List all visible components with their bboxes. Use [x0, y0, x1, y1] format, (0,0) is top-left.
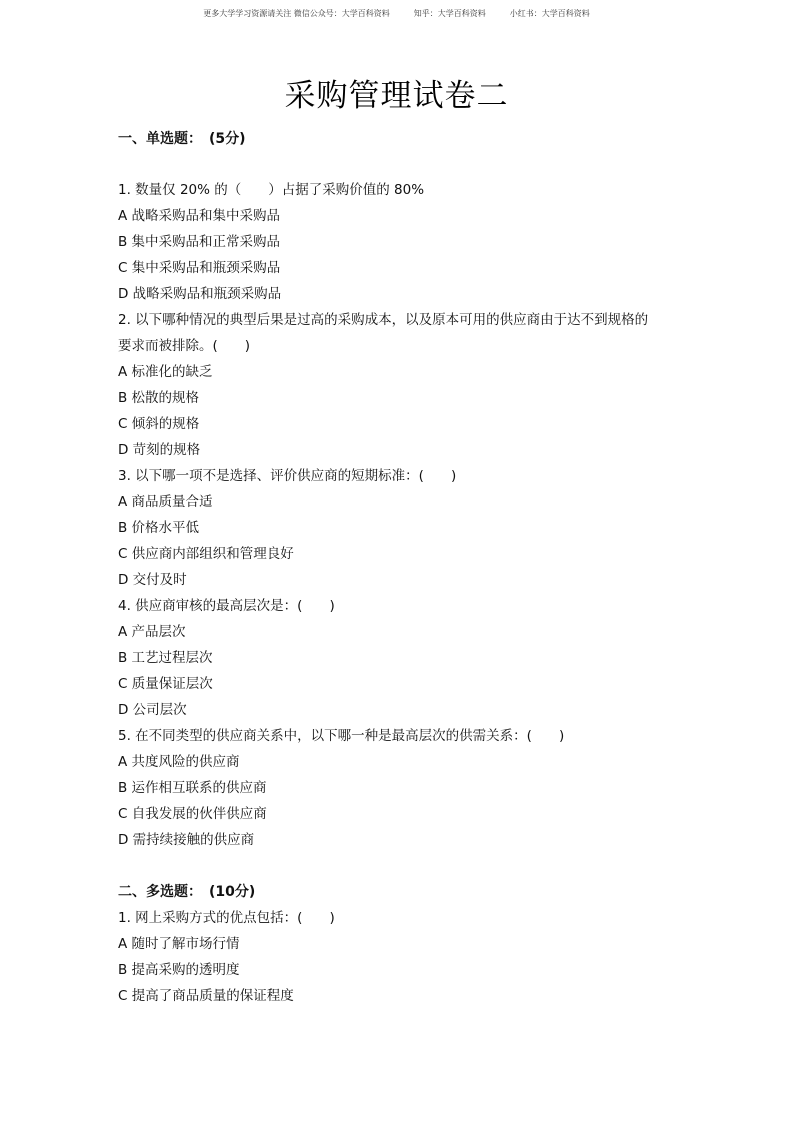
answer-option: D 战略采购品和瓶颈采购品: [118, 286, 282, 302]
answer-option: B 提高采购的透明度: [118, 962, 240, 978]
answer-option: B 松散的规格: [118, 390, 200, 406]
header-zhihu: 知乎：大学百科资料: [413, 9, 486, 18]
answer-option: D 公司层次: [118, 702, 187, 718]
section-spacer: [118, 853, 698, 879]
answer-option: A 共度风险的供应商: [118, 754, 240, 770]
question-stem: 3. 以下哪一项不是选择、评价供应商的短期标准：( ): [118, 468, 457, 484]
answer-option: C 质量保证层次: [118, 676, 213, 692]
header-xiaohongshu: 小红书：大学百科资料: [509, 9, 590, 18]
exam-body: [118, 126, 698, 1009]
answer-option: C 倾斜的规格: [118, 416, 200, 432]
page-header-note: [0, 8, 793, 19]
answer-option: 要求而被排除。( ): [118, 338, 251, 354]
answer-option: A 战略采购品和集中采购品: [118, 208, 281, 224]
answer-option: C 供应商内部组织和管理良好: [118, 546, 294, 562]
answer-option: D 苛刻的规格: [118, 442, 201, 458]
question-stem: 1. 网上采购方式的优点包括：( ): [118, 910, 335, 926]
question-stem: 5. 在不同类型的供应商关系中，以下哪一种是最高层次的供需关系：( ): [118, 728, 565, 744]
answer-option: B 价格水平低: [118, 520, 200, 536]
section-heading: 一、单选题： (5分): [118, 131, 246, 147]
section-spacer: [118, 152, 698, 177]
answer-option: D 交付及时: [118, 572, 187, 588]
answer-option: A 标准化的缺乏: [118, 364, 213, 380]
answer-option: C 自我发展的伙伴供应商: [118, 806, 267, 822]
answer-option: A 商品质量合适: [118, 494, 213, 510]
answer-option: A 产品层次: [118, 624, 186, 640]
answer-option: C 集中采购品和瓶颈采购品: [118, 260, 281, 276]
answer-option: B 工艺过程层次: [118, 650, 213, 666]
answer-option: B 运作相互联系的供应商: [118, 780, 267, 796]
question-stem: 2. 以下哪种情况的典型后果是过高的采购成本，以及原本可用的供应商由于达不到规格的: [118, 312, 649, 328]
question-stem: 1. 数量仅 20% 的（ ）占据了采购价值的 80%: [118, 182, 425, 198]
answer-option: A 随时了解市场行情: [118, 936, 240, 952]
answer-option: C 提高了商品质量的保证程度: [118, 988, 294, 1004]
answer-option: B 集中采购品和正常采购品: [118, 234, 281, 250]
document-title: 采购管理试卷二: [284, 78, 509, 114]
header-wechat: 更多大学学习资源请关注 微信公众号：大学百科资料: [203, 9, 390, 18]
answer-option: D 需持续接触的供应商: [118, 832, 255, 848]
question-stem: 4. 供应商审核的最高层次是：( ): [118, 598, 335, 614]
section-heading: 二、多选题： (10分): [118, 884, 256, 900]
